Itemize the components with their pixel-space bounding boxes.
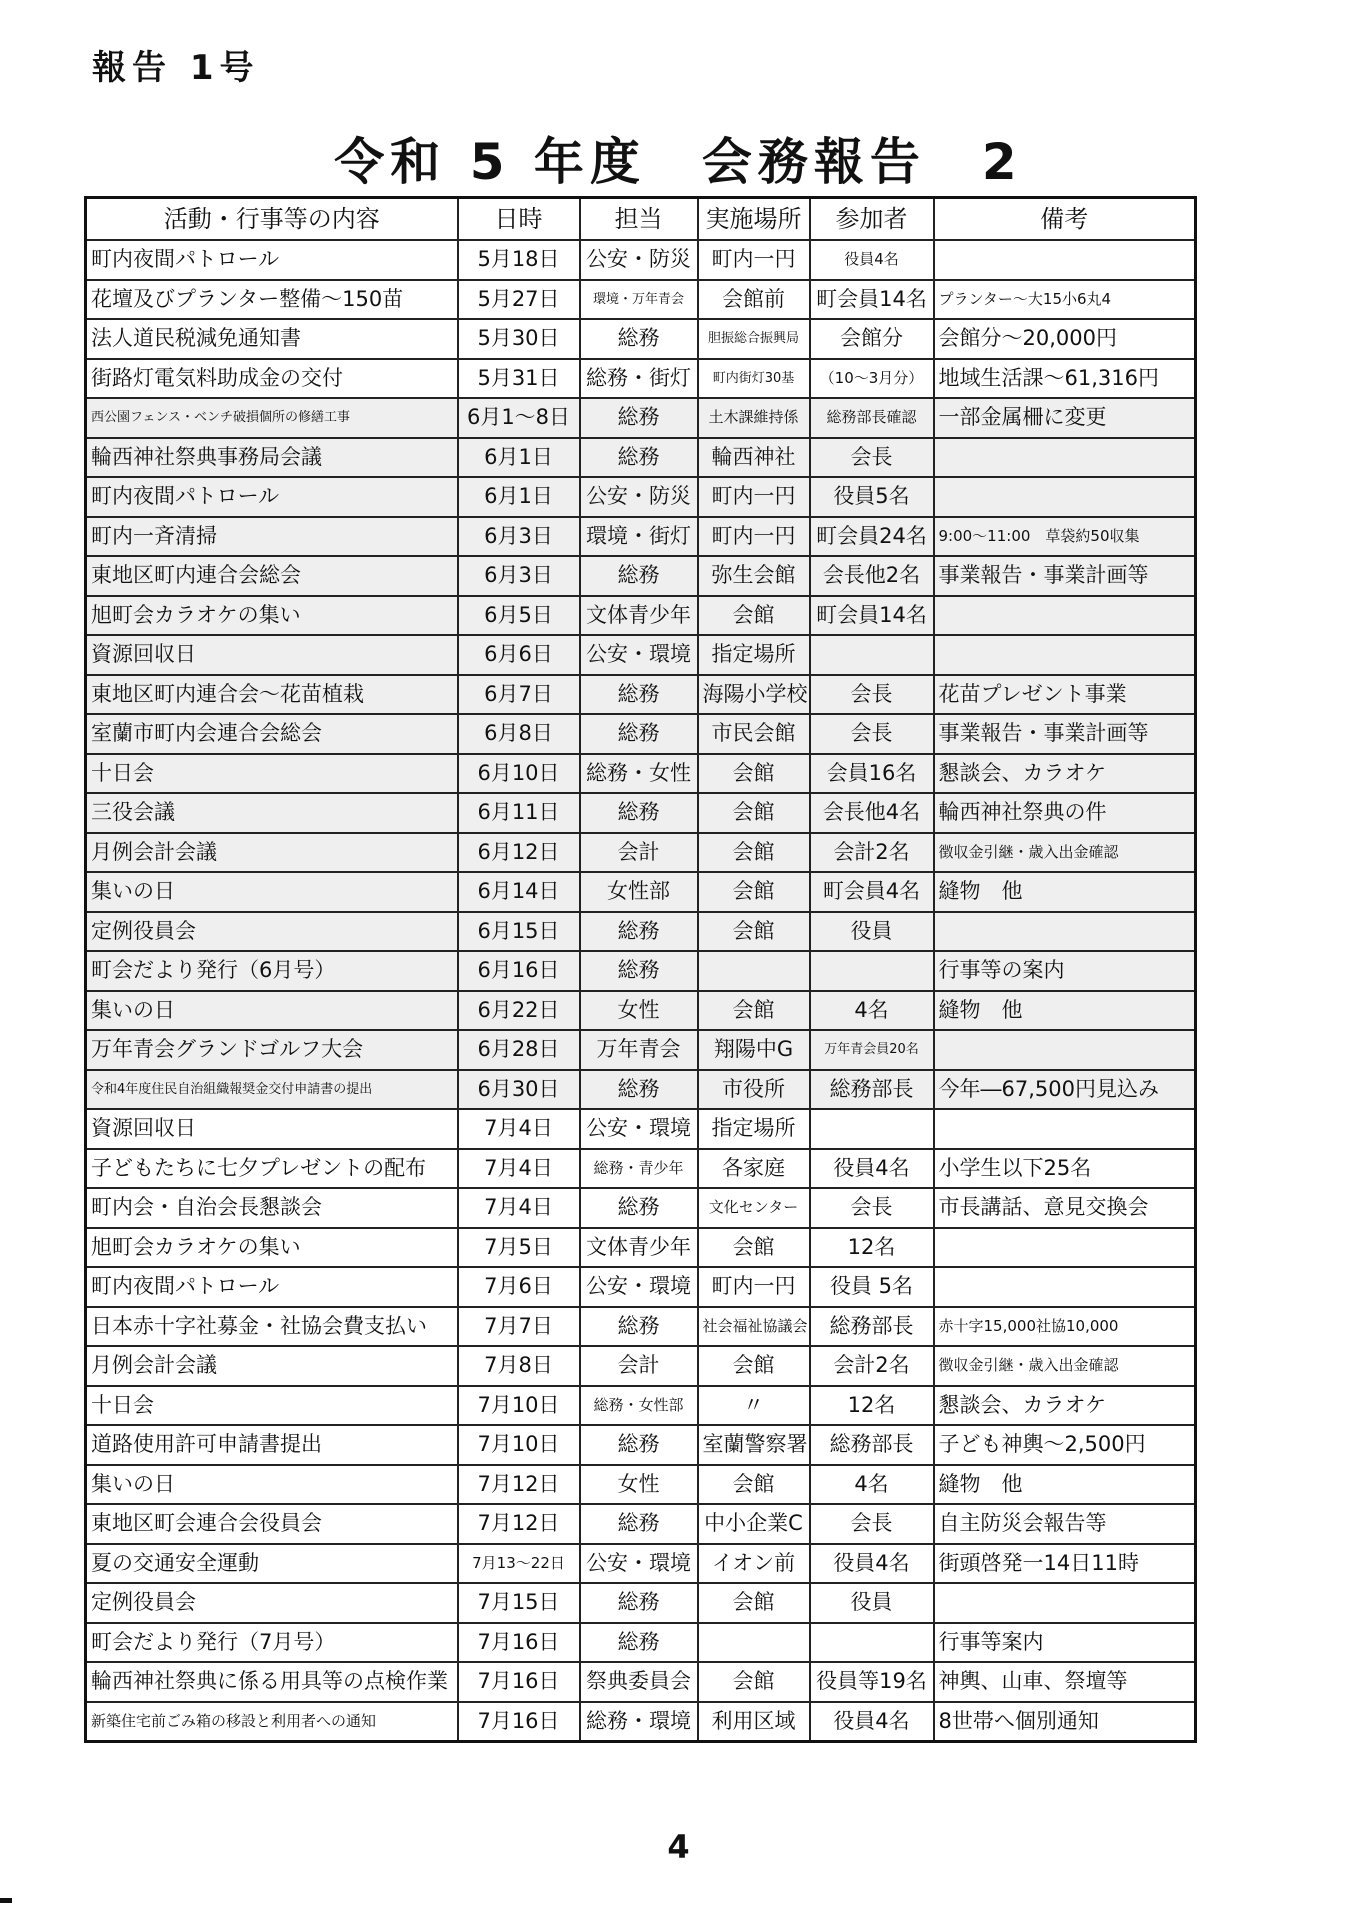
cell-date: 7月16日 [458, 1702, 580, 1742]
cell-activity: 東地区町内連合会総会 [86, 556, 458, 596]
table-row [86, 556, 1196, 596]
table-row [86, 398, 1196, 438]
cell-activity: 資源回収日 [86, 635, 458, 675]
cell-place: 会館 [698, 872, 810, 912]
cell-participants [810, 1623, 934, 1663]
cell-place: 中小企業C [698, 1504, 810, 1544]
cell-place: 町内一円 [698, 1267, 810, 1307]
cell-participants: 会員16名 [810, 754, 934, 794]
page-number: 4 [667, 1828, 690, 1866]
cell-remarks: 9:00～11:00 草袋約50収集 [934, 517, 1196, 557]
table-row [86, 1188, 1196, 1228]
cell-date: 6月12日 [458, 833, 580, 873]
cell-staff: 女性部 [580, 872, 698, 912]
cell-date: 6月10日 [458, 754, 580, 794]
cell-remarks: 市長講話、意見交換会 [934, 1188, 1196, 1228]
cell-date: 5月30日 [458, 319, 580, 359]
cell-participants: 4名 [810, 991, 934, 1031]
column-header-activity: 活動・行事等の内容 [86, 198, 458, 241]
cell-participants: 会計2名 [810, 833, 934, 873]
cell-remarks: 縫物 他 [934, 872, 1196, 912]
cell-remarks [934, 477, 1196, 517]
table-row [86, 1228, 1196, 1268]
cell-activity: 町会だより発行（7月号） [86, 1623, 458, 1663]
table-row [86, 1623, 1196, 1663]
cell-participants: 町会員24名 [810, 517, 934, 557]
cell-date: 7月10日 [458, 1425, 580, 1465]
cell-activity: 輪西神社祭典に係る用具等の点検作業 [86, 1662, 458, 1702]
cell-staff: 女性 [580, 1465, 698, 1505]
cell-place: 会館 [698, 793, 810, 833]
cell-date: 6月30日 [458, 1070, 580, 1110]
cell-place: 町内街灯30基 [698, 359, 810, 399]
cell-date: 6月11日 [458, 793, 580, 833]
cell-remarks: 花苗プレゼント事業 [934, 675, 1196, 715]
cell-place: 会館前 [698, 280, 810, 320]
cell-remarks: 子ども神輿～2,500円 [934, 1425, 1196, 1465]
cell-activity: 月例会計会議 [86, 833, 458, 873]
cell-place: 各家庭 [698, 1149, 810, 1189]
cell-place: 土木課維持係 [698, 398, 810, 438]
column-header-place: 実施場所 [698, 198, 810, 241]
cell-staff: 総務 [580, 714, 698, 754]
cell-place [698, 951, 810, 991]
cell-date: 6月22日 [458, 991, 580, 1031]
cell-date: 7月10日 [458, 1386, 580, 1426]
cell-activity: 法人道民税減免通知書 [86, 319, 458, 359]
table-row [86, 754, 1196, 794]
table-row [86, 1109, 1196, 1149]
cell-date: 7月6日 [458, 1267, 580, 1307]
cell-staff: 会計 [580, 1346, 698, 1386]
cell-participants: 会長 [810, 1504, 934, 1544]
table-row [86, 240, 1196, 280]
cell-participants: 総務部長 [810, 1307, 934, 1347]
cell-remarks: プランター～大15小6丸4 [934, 280, 1196, 320]
cell-place: 弥生会館 [698, 556, 810, 596]
cell-activity: 東地区町内連合会～花苗植栽 [86, 675, 458, 715]
cell-activity: 花壇及びプランター整備～150苗 [86, 280, 458, 320]
cell-staff: 総務 [580, 951, 698, 991]
cell-remarks [934, 1267, 1196, 1307]
cell-staff: 総務 [580, 556, 698, 596]
cell-activity: 町内夜間パトロール [86, 1267, 458, 1307]
cell-activity: 月例会計会議 [86, 1346, 458, 1386]
report-number: 報告 1号 [92, 48, 260, 88]
cell-activity: 新築住宅前ごみ箱の移設と利用者への通知 [86, 1702, 458, 1742]
cell-remarks [934, 240, 1196, 280]
cell-activity: 町内会・自治会長懇談会 [86, 1188, 458, 1228]
cell-remarks [934, 635, 1196, 675]
cell-activity: 集いの日 [86, 872, 458, 912]
cell-place: 指定場所 [698, 635, 810, 675]
cell-staff: 会計 [580, 833, 698, 873]
cell-activity: 十日会 [86, 754, 458, 794]
cell-participants: 総務部長 [810, 1425, 934, 1465]
cell-participants: 会長他4名 [810, 793, 934, 833]
table-row [86, 319, 1196, 359]
cell-staff: 総務・女性部 [580, 1386, 698, 1426]
cell-remarks: 赤十字15,000社協10,000 [934, 1307, 1196, 1347]
table-row [86, 1662, 1196, 1702]
cell-activity: 町内夜間パトロール [86, 477, 458, 517]
cell-participants: 会計2名 [810, 1346, 934, 1386]
cell-staff: 女性 [580, 991, 698, 1031]
cell-staff: 総務 [580, 1504, 698, 1544]
cell-activity: 輪西神社祭典事務局会議 [86, 438, 458, 478]
cell-remarks: 会館分～20,000円 [934, 319, 1196, 359]
cell-activity: 定例役員会 [86, 912, 458, 952]
cell-activity: 町会だより発行（6月号） [86, 951, 458, 991]
cell-remarks: 徴収金引継・歳入出金確認 [934, 833, 1196, 873]
table-row [86, 1544, 1196, 1584]
cell-date: 6月28日 [458, 1030, 580, 1070]
cell-staff: 公安・防災 [580, 477, 698, 517]
cell-staff: 総務 [580, 1583, 698, 1623]
table-row [86, 1465, 1196, 1505]
cell-remarks: 8世帯へ個別通知 [934, 1702, 1196, 1742]
cell-participants [810, 951, 934, 991]
cell-staff: 総務 [580, 1070, 698, 1110]
table-row [86, 1386, 1196, 1426]
table-row [86, 1702, 1196, 1742]
cell-date: 5月27日 [458, 280, 580, 320]
cell-date: 5月18日 [458, 240, 580, 280]
cell-staff: 万年青会 [580, 1030, 698, 1070]
table-row [86, 1070, 1196, 1110]
cell-activity: 街路灯電気料助成金の交付 [86, 359, 458, 399]
cell-participants: 会長 [810, 1188, 934, 1228]
cell-place: 会館 [698, 1465, 810, 1505]
cell-remarks: 事業報告・事業計画等 [934, 714, 1196, 754]
cell-remarks: 神輿、山車、祭壇等 [934, 1662, 1196, 1702]
cell-activity: 定例役員会 [86, 1583, 458, 1623]
cell-participants: 役員4名 [810, 1702, 934, 1742]
cell-date: 7月5日 [458, 1228, 580, 1268]
cell-remarks [934, 1030, 1196, 1070]
cell-remarks [934, 1583, 1196, 1623]
cell-date: 7月4日 [458, 1188, 580, 1228]
cell-participants [810, 1109, 934, 1149]
activity-report-table [84, 196, 1197, 1743]
cell-activity: 集いの日 [86, 1465, 458, 1505]
cell-activity: 町内一斉清掃 [86, 517, 458, 557]
scan-edge-mark [0, 1898, 12, 1903]
cell-place: 会館 [698, 833, 810, 873]
cell-remarks: 今年―67,500円見込み [934, 1070, 1196, 1110]
cell-remarks: 街頭啓発一14日11時 [934, 1544, 1196, 1584]
cell-place: 指定場所 [698, 1109, 810, 1149]
cell-participants: 役員4名 [810, 240, 934, 280]
table-header-row [86, 198, 1196, 241]
cell-staff: 総務・環境 [580, 1702, 698, 1742]
cell-remarks: 小学生以下25名 [934, 1149, 1196, 1189]
cell-place: 海陽小学校 [698, 675, 810, 715]
cell-remarks [934, 596, 1196, 636]
cell-place: 〃 [698, 1386, 810, 1426]
table-row [86, 359, 1196, 399]
cell-date: 6月16日 [458, 951, 580, 991]
cell-date: 7月4日 [458, 1109, 580, 1149]
cell-staff: 公安・環境 [580, 1544, 698, 1584]
cell-staff: 総務 [580, 912, 698, 952]
cell-staff: 環境・万年青会 [580, 280, 698, 320]
cell-participants: 役員5名 [810, 477, 934, 517]
table-row [86, 793, 1196, 833]
cell-staff: 総務 [580, 1307, 698, 1347]
cell-place [698, 1623, 810, 1663]
cell-staff: 公安・防災 [580, 240, 698, 280]
cell-date: 6月3日 [458, 556, 580, 596]
cell-activity: 子どもたちに七夕プレゼントの配布 [86, 1149, 458, 1189]
cell-activity: 室蘭市町内会連合会総会 [86, 714, 458, 754]
cell-staff: 総務・女性 [580, 754, 698, 794]
cell-date: 7月13～22日 [458, 1544, 580, 1584]
cell-place: 会館 [698, 991, 810, 1031]
table-row [86, 1346, 1196, 1386]
cell-date: 7月16日 [458, 1662, 580, 1702]
table-row [86, 833, 1196, 873]
cell-staff: 文体青少年 [580, 596, 698, 636]
cell-participants: 役員4名 [810, 1544, 934, 1584]
cell-remarks: 行事等の案内 [934, 951, 1196, 991]
cell-staff: 総務 [580, 438, 698, 478]
cell-date: 6月7日 [458, 675, 580, 715]
cell-activity: 日本赤十字社募金・社協会費支払い [86, 1307, 458, 1347]
cell-place: 利用区域 [698, 1702, 810, 1742]
cell-place: 会館 [698, 754, 810, 794]
cell-place: 会館 [698, 1228, 810, 1268]
cell-participants: 町会員14名 [810, 280, 934, 320]
cell-participants: 12名 [810, 1386, 934, 1426]
cell-place: 文化センター [698, 1188, 810, 1228]
cell-activity: 旭町会カラオケの集い [86, 596, 458, 636]
cell-activity: 西公園フェンス・ベンチ破損個所の修繕工事 [86, 398, 458, 438]
cell-staff: 総務 [580, 1188, 698, 1228]
cell-participants: 役員等19名 [810, 1662, 934, 1702]
cell-place: 市役所 [698, 1070, 810, 1110]
cell-date: 6月3日 [458, 517, 580, 557]
table-row [86, 1307, 1196, 1347]
cell-date: 7月8日 [458, 1346, 580, 1386]
cell-remarks: 懇談会、カラオケ [934, 754, 1196, 794]
cell-staff: 総務・街灯 [580, 359, 698, 399]
cell-participants: 12名 [810, 1228, 934, 1268]
table-row [86, 714, 1196, 754]
table-row [86, 912, 1196, 952]
table-row [86, 438, 1196, 478]
table-row [86, 596, 1196, 636]
cell-remarks: 縫物 他 [934, 1465, 1196, 1505]
cell-participants: 町会員4名 [810, 872, 934, 912]
cell-participants: 会館分 [810, 319, 934, 359]
cell-place: 会館 [698, 1662, 810, 1702]
cell-place: 胆振総合振興局 [698, 319, 810, 359]
cell-participants: 役員4名 [810, 1149, 934, 1189]
cell-place: イオン前 [698, 1544, 810, 1584]
cell-place: 会館 [698, 1346, 810, 1386]
cell-remarks: 輪西神社祭典の件 [934, 793, 1196, 833]
cell-participants: （10～3月分） [810, 359, 934, 399]
cell-activity: 資源回収日 [86, 1109, 458, 1149]
cell-participants: 会長他2名 [810, 556, 934, 596]
cell-place: 会館 [698, 912, 810, 952]
cell-participants: 総務部長確認 [810, 398, 934, 438]
table-body [86, 240, 1196, 1742]
cell-staff: 総務 [580, 1425, 698, 1465]
cell-participants: 役員 [810, 912, 934, 952]
page-title: 令和 5 年度 会務報告 2 [334, 133, 1023, 191]
cell-date: 6月15日 [458, 912, 580, 952]
cell-date: 6月1日 [458, 477, 580, 517]
cell-activity: 集いの日 [86, 991, 458, 1031]
cell-remarks: 一部金属柵に変更 [934, 398, 1196, 438]
column-header-date: 日時 [458, 198, 580, 241]
cell-remarks: 行事等案内 [934, 1623, 1196, 1663]
cell-place: 町内一円 [698, 517, 810, 557]
table-row [86, 1030, 1196, 1070]
cell-date: 7月12日 [458, 1465, 580, 1505]
cell-participants: 会長 [810, 675, 934, 715]
table-row [86, 280, 1196, 320]
cell-staff: 総務 [580, 1623, 698, 1663]
table-row [86, 1425, 1196, 1465]
table-row [86, 635, 1196, 675]
column-header-staff: 担当 [580, 198, 698, 241]
cell-date: 7月4日 [458, 1149, 580, 1189]
cell-remarks: 縫物 他 [934, 991, 1196, 1031]
cell-place: 輪西神社 [698, 438, 810, 478]
table-row [86, 675, 1196, 715]
cell-place: 会館 [698, 596, 810, 636]
table-row [86, 1149, 1196, 1189]
cell-staff: 総務 [580, 319, 698, 359]
cell-staff: 公安・環境 [580, 635, 698, 675]
cell-participants [810, 635, 934, 675]
cell-remarks [934, 438, 1196, 478]
cell-participants: 役員 5名 [810, 1267, 934, 1307]
cell-staff: 文体青少年 [580, 1228, 698, 1268]
cell-participants: 町会員14名 [810, 596, 934, 636]
cell-remarks: 徴収金引継・歳入出金確認 [934, 1346, 1196, 1386]
cell-staff: 祭典委員会 [580, 1662, 698, 1702]
column-header-participants: 参加者 [810, 198, 934, 241]
table-row [86, 951, 1196, 991]
cell-place: 町内一円 [698, 477, 810, 517]
cell-participants: 役員 [810, 1583, 934, 1623]
table-row [86, 1583, 1196, 1623]
cell-staff: 公安・環境 [580, 1109, 698, 1149]
cell-participants: 万年青会員20名 [810, 1030, 934, 1070]
cell-date: 6月1～8日 [458, 398, 580, 438]
cell-date: 7月12日 [458, 1504, 580, 1544]
cell-participants: 4名 [810, 1465, 934, 1505]
cell-date: 5月31日 [458, 359, 580, 399]
cell-staff: 総務 [580, 675, 698, 715]
cell-place: 会館 [698, 1583, 810, 1623]
cell-remarks [934, 1109, 1196, 1149]
cell-participants: 総務部長 [810, 1070, 934, 1110]
cell-date: 6月8日 [458, 714, 580, 754]
cell-remarks: 自主防災会報告等 [934, 1504, 1196, 1544]
cell-staff: 総務・青少年 [580, 1149, 698, 1189]
cell-date: 6月1日 [458, 438, 580, 478]
cell-activity: 道路使用許可申請書提出 [86, 1425, 458, 1465]
table-row [86, 872, 1196, 912]
cell-staff: 環境・街灯 [580, 517, 698, 557]
cell-place: 町内一円 [698, 240, 810, 280]
cell-activity: 三役会議 [86, 793, 458, 833]
cell-participants: 会長 [810, 438, 934, 478]
cell-staff: 総務 [580, 398, 698, 438]
table-row [86, 477, 1196, 517]
cell-remarks: 事業報告・事業計画等 [934, 556, 1196, 596]
cell-activity: 十日会 [86, 1386, 458, 1426]
cell-place: 室蘭警察署 [698, 1425, 810, 1465]
cell-remarks: 懇談会、カラオケ [934, 1386, 1196, 1426]
cell-remarks: 地域生活課～61,316円 [934, 359, 1196, 399]
cell-place: 翔陽中G [698, 1030, 810, 1070]
cell-participants: 会長 [810, 714, 934, 754]
cell-date: 7月15日 [458, 1583, 580, 1623]
cell-staff: 総務 [580, 793, 698, 833]
table-row [86, 1504, 1196, 1544]
cell-place: 社会福祉協議会 [698, 1307, 810, 1347]
cell-staff: 公安・環境 [580, 1267, 698, 1307]
cell-activity: 町内夜間パトロール [86, 240, 458, 280]
cell-remarks [934, 912, 1196, 952]
table-row [86, 517, 1196, 557]
cell-activity: 万年青会グランドゴルフ大会 [86, 1030, 458, 1070]
table-row [86, 991, 1196, 1031]
cell-activity: 令和4年度住民自治組織報奨金交付申請書の提出 [86, 1070, 458, 1110]
activity-report-table-container [84, 196, 1194, 1743]
cell-activity: 東地区町会連合会役員会 [86, 1504, 458, 1544]
cell-place: 市民会館 [698, 714, 810, 754]
cell-activity: 旭町会カラオケの集い [86, 1228, 458, 1268]
cell-date: 6月14日 [458, 872, 580, 912]
cell-date: 7月16日 [458, 1623, 580, 1663]
column-header-remarks: 備考 [934, 198, 1196, 241]
cell-activity: 夏の交通安全運動 [86, 1544, 458, 1584]
cell-date: 6月5日 [458, 596, 580, 636]
cell-remarks [934, 1228, 1196, 1268]
cell-date: 6月6日 [458, 635, 580, 675]
table-row [86, 1267, 1196, 1307]
cell-date: 7月7日 [458, 1307, 580, 1347]
